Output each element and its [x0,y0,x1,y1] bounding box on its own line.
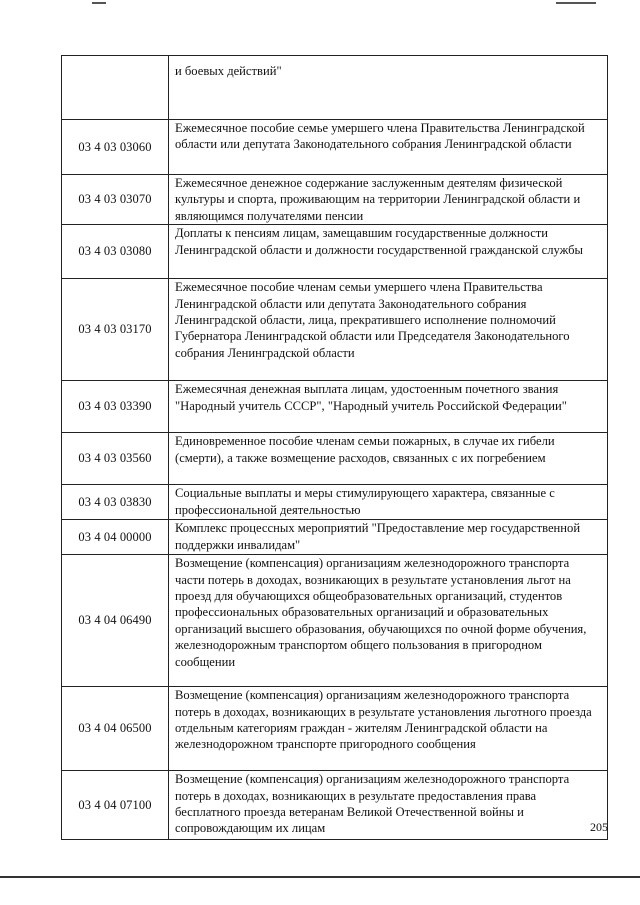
table-row [62,225,608,279]
page-number: 205 [590,820,608,834]
table-row [62,175,608,225]
code-cell: 03 4 03 03390 [62,381,169,433]
description-cell: Социальные выплаты и меры стимулирующего характера, связанные с профессиональной деятельностью [169,485,608,520]
description-cell: Единовременное пособие членам семьи пожарных, в случае их гибели (смерти), а также возмещение расходов, связанных с их погребением [169,433,608,485]
table-row [62,687,608,771]
description-cell: Возмещение (компенсация) организациям железнодорожного транспорта части потерь в доходах, возникающих в результате установления льгот на проезд для обучающихся общеобразовательных организаций, студентов профессиональных образовательных организаций и образовательных организаций высшего образования, обучающихся по очной форме обучения, железнодорожным транспортом общего пользования в пригородном сообщении [169,555,608,687]
description-cell: Комплекс процессных мероприятий "Предоставление мер государственной поддержки инвалидам" [169,520,608,555]
code-cell: 03 4 03 03070 [62,175,169,225]
table-row [62,555,608,687]
code-cell: 03 4 04 00000 [62,520,169,555]
code-cell: 03 4 04 06500 [62,687,169,771]
description-cell: и боевых действий" [169,56,608,120]
scan-edge-line [0,876,640,878]
table-row [62,120,608,175]
description-cell: Ежемесячное пособие членам семьи умершего члена Правительства Ленинградской области или депутата Законодательного собрания Ленинградской области, лица, прекратившего исполнение полномочий Губернатора Ленинградской области или Председателя Законодательного собрания Ленинградской области [169,279,608,381]
code-cell: 03 4 03 03060 [62,120,169,175]
top-edge-mark [92,2,106,4]
table-row [62,771,608,840]
description-cell: Ежемесячная денежная выплата лицам, удостоенным почетного звания "Народный учитель СССР", "Народный учитель Российской Федерации" [169,381,608,433]
top-edge-mark [556,2,596,4]
description-cell: Ежемесячное пособие семье умершего члена Правительства Ленинградской области или депутата Законодательного собрания Ленинградской области [169,120,608,175]
table-row [62,279,608,381]
code-cell [62,56,169,120]
code-cell: 03 4 03 03080 [62,225,169,279]
budget-classification-table [61,55,608,840]
code-cell: 03 4 03 03830 [62,485,169,520]
table-row [62,485,608,520]
table-row [62,56,608,120]
table-row [62,433,608,485]
code-cell: 03 4 04 07100 [62,771,169,840]
code-cell: 03 4 03 03560 [62,433,169,485]
table-row [62,520,608,555]
description-cell: Ежемесячное денежное содержание заслуженным деятелям физической культуры и спорта, проживающим на территории Ленинградской области и являющимся получателями пенсии [169,175,608,225]
description-cell: Доплаты к пенсиям лицам, замещавшим государственные должности Ленинградской области и должности государственной гражданской службы [169,225,608,279]
description-cell: Возмещение (компенсация) организациям железнодорожного транспорта потерь в доходах, возникающих в результате предоставления права бесплатного проезда ветеранам Великой Отечественной войны и сопровождающим их лицам [169,771,608,840]
code-cell: 03 4 03 03170 [62,279,169,381]
code-cell: 03 4 04 06490 [62,555,169,687]
description-cell: Возмещение (компенсация) организациям железнодорожного транспорта потерь в доходах, возникающих в результате установления льготного проезда отдельным категориям граждан - жителям Ленинградской области на железнодорожном транспорте пригородного сообщения [169,687,608,771]
table-row [62,381,608,433]
